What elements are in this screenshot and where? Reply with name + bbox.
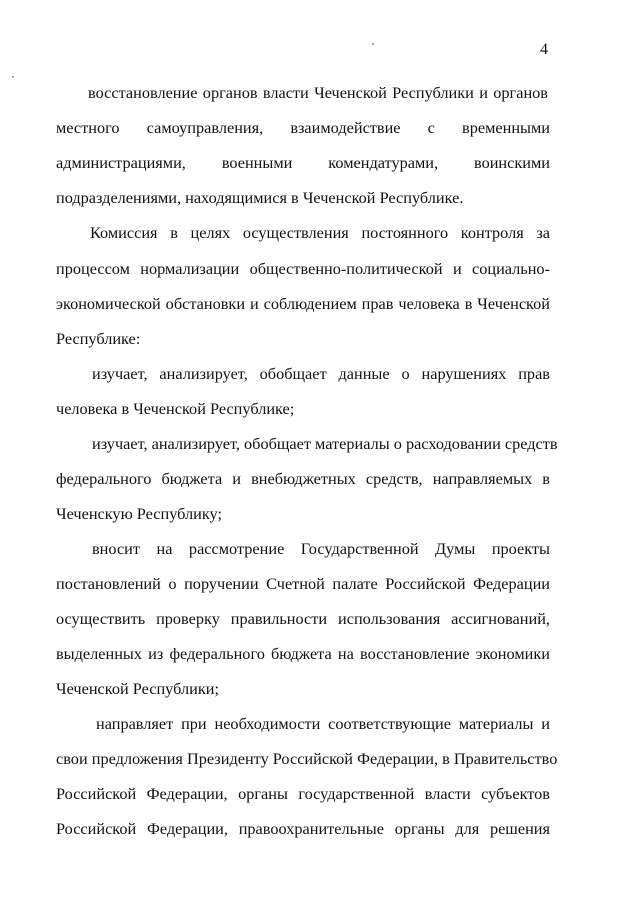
text-line: осуществить проверку правильности использования ассигнований,	[56, 609, 550, 628]
text-line: человека в Чеченской Республике;	[56, 399, 295, 418]
text-line: направляет при необходимости соответствующие материалы и	[96, 714, 550, 733]
text-line: Российской Федерации, органы государственной власти субъектов	[56, 784, 550, 803]
text-line: Чеченской Республики;	[56, 679, 219, 698]
text-line: федерального бюджета и внебюджетных средств, направляемых в	[56, 469, 550, 488]
text-line: Комиссия в целях осуществления постоянного контроля за	[90, 223, 550, 242]
text-line: изучает, анализирует, обобщает данные о нарушениях прав	[92, 364, 550, 383]
text-line: Российской Федерации, правоохранительные органы для решения	[56, 819, 550, 838]
text-line: подразделениями, находящимися в Чеченской Республике.	[56, 188, 464, 207]
text-line: выделенных из федерального бюджета на восстановление экономики	[56, 644, 550, 663]
scan-speck	[12, 76, 14, 78]
text-line: Чеченскую Республику;	[56, 504, 222, 523]
text-line: вносит на рассмотрение Государственной Думы проекты	[92, 539, 550, 558]
text-line: постановлений о поручении Счетной палате Российской Федерации	[56, 574, 550, 593]
text-line: местного самоуправления, взаимодействие с временными	[56, 118, 550, 137]
text-line: экономической обстановки и соблюдением прав человека в Чеченской	[56, 294, 550, 313]
text-line: администрациями, военными комендатурами, воинскими	[56, 153, 550, 172]
text-line: изучает, анализирует, обобщает материалы о расходовании средств	[92, 434, 558, 453]
page-number: 4	[540, 41, 548, 58]
text-line: Республике:	[56, 329, 141, 348]
text-line: восстановление органов власти Чеченской Республики и органов	[88, 83, 548, 102]
scan-speck	[372, 43, 374, 45]
text-line: свои предложения Президенту Российской Федерации, в Правительство	[56, 749, 558, 768]
text-line: процессом нормализации общественно-политической и социально-	[56, 259, 550, 278]
